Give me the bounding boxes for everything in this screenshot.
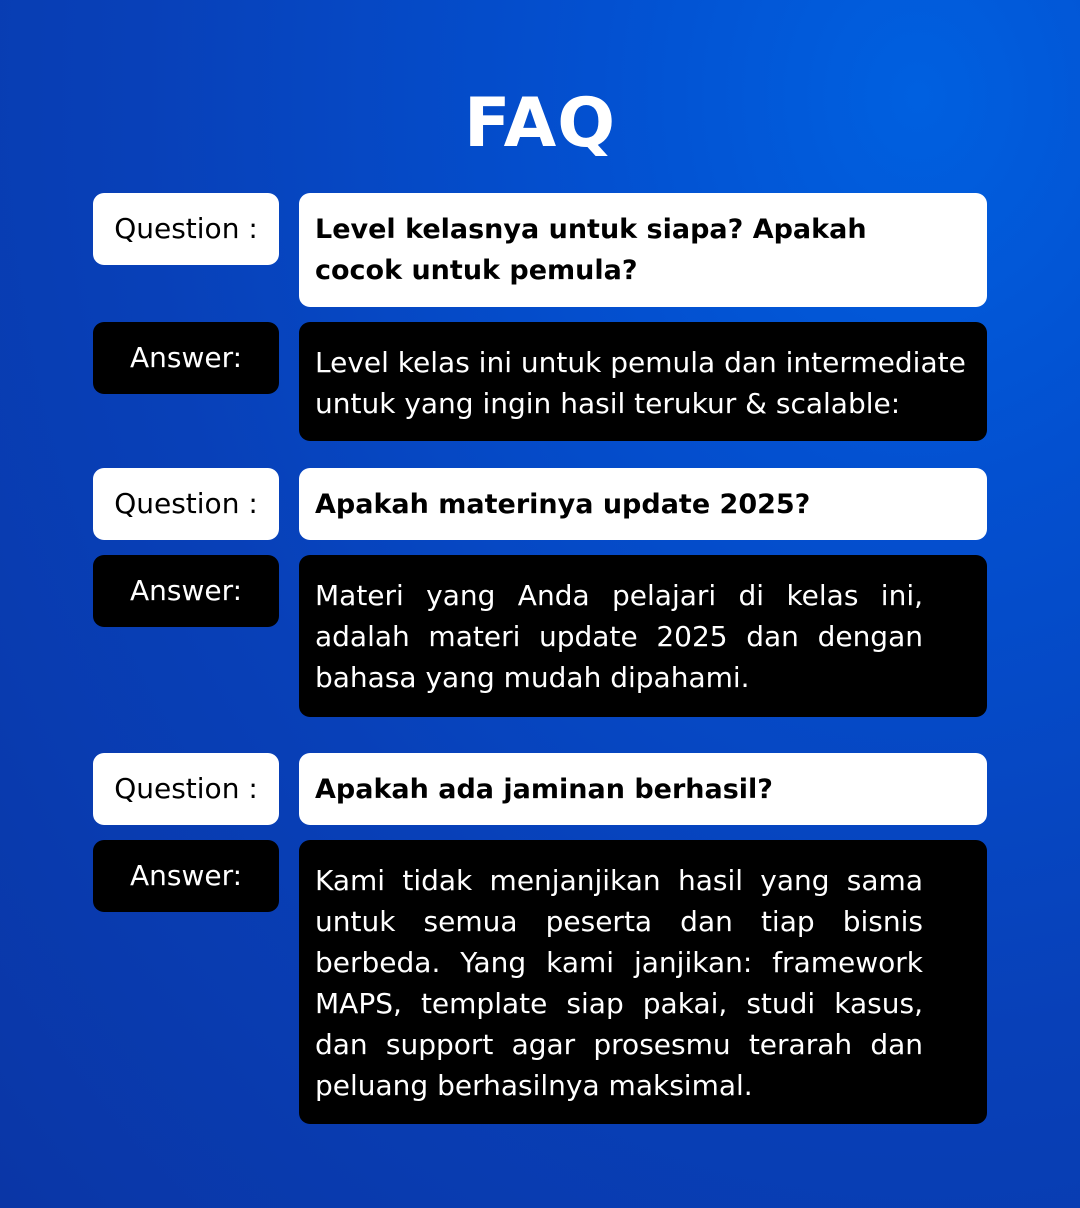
page-title: FAQ	[463, 84, 617, 163]
question-text	[299, 193, 987, 307]
question-label: Question :	[93, 753, 279, 825]
answer-label: Answer:	[93, 840, 279, 912]
answer-text: Kami tidak menjanjikan hasil yang sama untuk semua peserta dan tiap bisnis berbeda. Yang kami janjikan: framework MAPS, template siap pakai, studi kasus, dan support agar prosesmu terarah dan peluang berhasilnya maksimal.	[299, 840, 987, 1124]
question-label: Question :	[93, 468, 279, 540]
question-text: Apakah materinya update 2025?	[299, 468, 987, 540]
question-text: Apakah ada jaminan berhasil?	[299, 753, 987, 825]
answer-text: Materi yang Anda pelajari di kelas ini, adalah materi update 2025 dan dengan bahasa yang mudah dipahami.	[299, 555, 987, 717]
question-text-content: Level kelasnya untuk siapa? Apakah cocok untuk pemula?	[315, 214, 867, 286]
question-label: Question :	[93, 193, 279, 265]
answer-label: Answer:	[93, 555, 279, 627]
answer-label: Answer:	[93, 322, 279, 394]
answer-text: Level kelas ini untuk pemula dan intermediate untuk yang ingin hasil terukur & scalable:	[299, 322, 987, 441]
